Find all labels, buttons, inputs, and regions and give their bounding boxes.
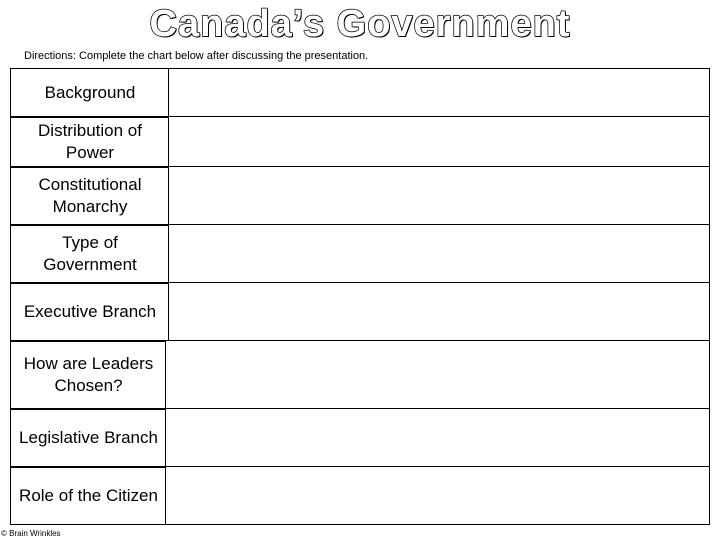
copyright-notice: © Brain Wrinkles xyxy=(1,529,61,538)
answer-cell[interactable] xyxy=(165,466,710,525)
answer-cell[interactable] xyxy=(168,224,710,284)
chart-row-constitutional-monarchy xyxy=(10,166,710,226)
chart-row-background xyxy=(10,68,710,118)
answer-cell[interactable] xyxy=(165,408,710,468)
row-label: Legislative Branch xyxy=(10,408,167,468)
row-label: Executive Branch xyxy=(10,282,170,342)
chart-row-type-of-government xyxy=(10,224,710,284)
chart-row-legislative-branch xyxy=(10,408,710,468)
chart-row-executive-branch xyxy=(10,282,710,342)
row-label: Constitutional Monarchy xyxy=(10,166,170,226)
directions xyxy=(24,50,368,63)
answer-cell[interactable] xyxy=(165,340,710,410)
chart-row-distribution-of-power xyxy=(10,116,710,168)
directions-label: Directions xyxy=(24,50,73,62)
row-label: Type of Government xyxy=(10,224,170,284)
chart-row-role-of-the-citizen xyxy=(10,466,710,525)
answer-cell[interactable] xyxy=(168,68,710,118)
answer-cell[interactable] xyxy=(168,282,710,342)
answer-cell[interactable] xyxy=(168,116,710,168)
answer-cell[interactable] xyxy=(168,166,710,226)
directions-text: : Complete the chart below after discussing the presentation. xyxy=(72,50,369,62)
row-label: How are Leaders Chosen? xyxy=(10,340,167,410)
chart-row-how-are-leaders-chosen xyxy=(10,340,710,410)
row-label: Background xyxy=(10,68,170,118)
row-label: Distribution of Power xyxy=(10,116,170,168)
row-label: Role of the Citizen xyxy=(10,466,167,525)
worksheet-chart xyxy=(10,68,710,525)
page-title: Canada’s Government xyxy=(149,3,571,45)
